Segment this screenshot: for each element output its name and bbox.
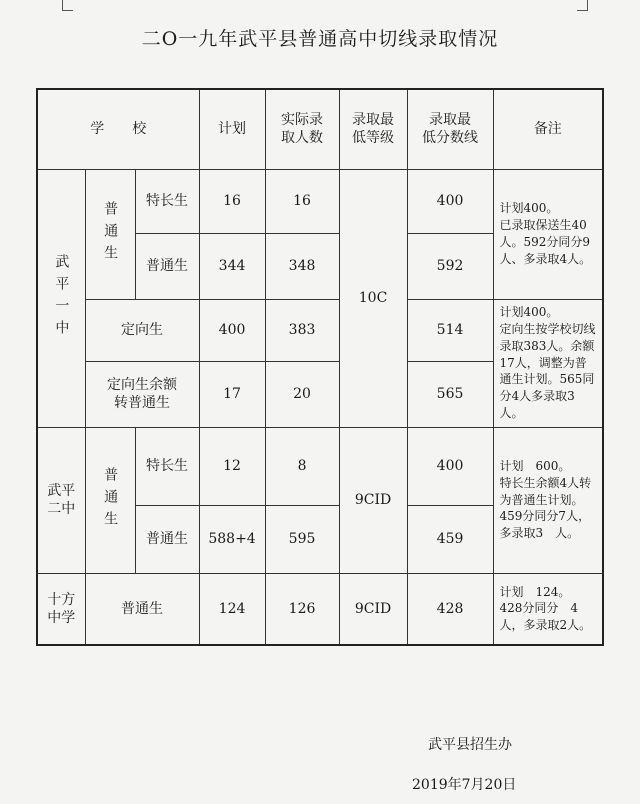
actual-value: 8 [265, 427, 339, 505]
score-value: 565 [407, 361, 493, 427]
plan-value: 344 [199, 233, 265, 299]
plan-value: 124 [199, 573, 265, 645]
plan-value: 588+4 [199, 505, 265, 573]
score-value: 428 [407, 573, 493, 645]
school-name-cell [37, 427, 85, 573]
grade-value: 10C [339, 169, 407, 427]
remark-cell: 计划400。 定向生按学校切线录取383人。余额17人，调整为普通生计划。565同分4人多录取3人。 [493, 299, 603, 427]
group-cell [85, 169, 135, 299]
actual-value: 20 [265, 361, 339, 427]
plan-value: 17 [199, 361, 265, 427]
plan-value: 16 [199, 169, 265, 233]
school-name-cell [37, 169, 85, 427]
remark-cell: 计划 124。 428分同分 4人，多录取2人。 [493, 573, 603, 645]
type-label: 特长生 [135, 427, 199, 505]
header-min-grade: 录取最 低等级 [339, 89, 407, 169]
table-row [37, 299, 603, 361]
table-row [37, 573, 603, 645]
school-name-cell: 十方 中学 [37, 573, 85, 645]
type-label: 普通生 [135, 505, 199, 573]
grade-value: 9CID [339, 573, 407, 645]
group-label: 普通生 [102, 201, 119, 267]
plan-value: 400 [199, 299, 265, 361]
actual-value: 16 [265, 169, 339, 233]
table-row [37, 169, 603, 233]
header-remarks: 备注 [493, 89, 603, 169]
header-actual: 实际录 取人数 [265, 89, 339, 169]
score-value: 514 [407, 299, 493, 361]
score-value: 400 [407, 427, 493, 505]
type-label: 定向生 [85, 299, 199, 361]
score-value: 459 [407, 505, 493, 573]
grade-value: 9CID [339, 427, 407, 573]
remark-cell: 计划 600。 特长生余额4人转为普通生计划。459分同分7人，多录取3 人。 [493, 427, 603, 573]
table-row [37, 427, 603, 505]
page-title: 二O一九年武平县普通高中切线录取情况 [141, 28, 499, 50]
crop-mark-left [62, 0, 73, 11]
group-label: 普通生 [102, 467, 119, 533]
group-cell [85, 427, 135, 573]
header-min-score: 录取最 低分数线 [407, 89, 493, 169]
issuer-signature: 武平县招生办 [428, 737, 512, 753]
actual-value: 595 [265, 505, 339, 573]
header-row [37, 89, 603, 169]
remark-cell: 计划400。 已录取保送生40人。592分同分9人、多录取4人。 [493, 169, 603, 299]
issue-date: 2019年7月20日 [412, 777, 517, 793]
type-label: 特长生 [135, 169, 199, 233]
type-label: 普通生 [135, 233, 199, 299]
type-label: 普通生 [85, 573, 199, 645]
actual-value: 348 [265, 233, 339, 299]
plan-value: 12 [199, 427, 265, 505]
score-value: 592 [407, 233, 493, 299]
school-name: 武平二中 [47, 482, 76, 517]
actual-value: 383 [265, 299, 339, 361]
type-label: 定向生余额 转普通生 [85, 361, 199, 427]
crop-mark-right [577, 0, 588, 11]
school-name: 武平一中 [53, 254, 70, 342]
header-school: 学 校 [37, 89, 199, 169]
score-value: 400 [407, 169, 493, 233]
header-plan: 计划 [199, 89, 265, 169]
admission-table [36, 88, 604, 646]
actual-value: 126 [265, 573, 339, 645]
